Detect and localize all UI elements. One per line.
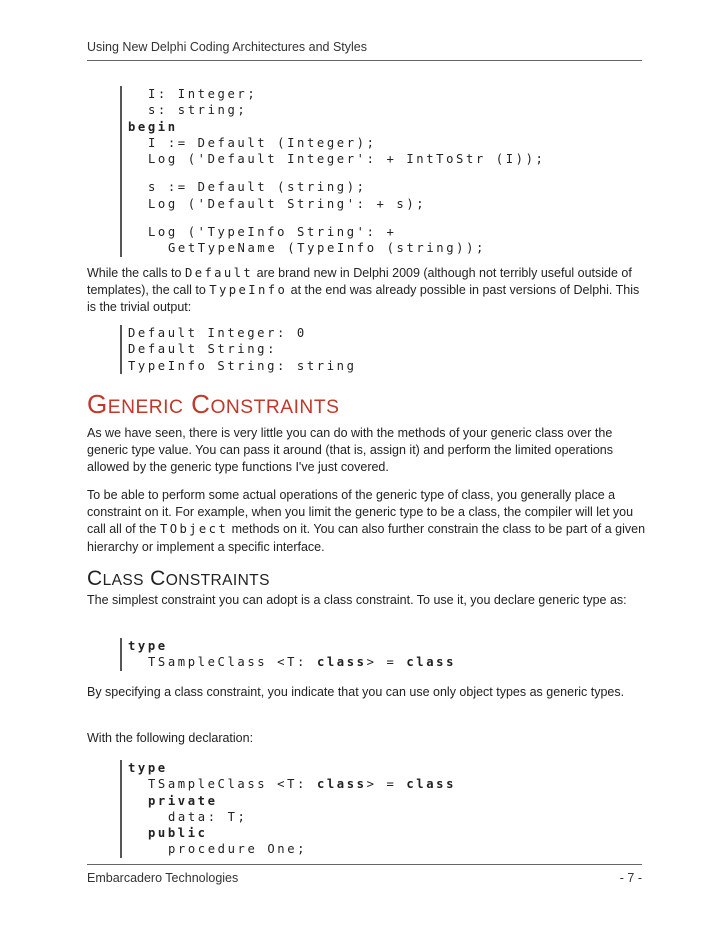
code-line: begin <box>128 119 178 134</box>
code-line: s := Default (string); <box>148 180 367 195</box>
code-block-declaration <box>120 760 456 858</box>
code-block-default <box>120 86 546 257</box>
inline-code: TObject <box>159 522 229 537</box>
code-line: type <box>128 639 168 653</box>
section-heading-class-constraints: CLASS CONSTRAINTS <box>87 567 270 590</box>
code-block-class-constraint <box>120 638 456 671</box>
paragraph-class-constraint: By specifying a class constraint, you indicate that you can use only object types as generic types. <box>87 685 625 699</box>
inline-code: Default <box>184 266 254 280</box>
paragraph-default-calls: While the calls to Default are brand new in Delphi 2009 (although not terribly useful outside of templates), the call to TypeInfo at the end was already possible in past versions of Delphi. This is the trivial output: <box>87 266 640 315</box>
page-header: Using New Delphi Coding Architectures and Styles <box>87 40 367 54</box>
code-line: Default String: <box>128 342 278 357</box>
inline-code: TypeInfo <box>209 283 288 298</box>
code-line: Log ('Default Integer': + IntToStr (I)); <box>148 152 546 167</box>
code-line: Default Integer: 0 <box>128 326 307 340</box>
code-line: Log ('TypeInfo String': + <box>148 225 397 240</box>
code-line: Log ('Default String': + s); <box>148 196 427 211</box>
footer-divider <box>87 864 642 865</box>
footer-company: Embarcadero Technologies <box>87 871 239 885</box>
code-line: procedure One; <box>168 842 308 857</box>
code-line: GetTypeName (TypeInfo (string)); <box>168 241 486 256</box>
code-line: TypeInfo String: string <box>128 358 357 373</box>
code-line: I: Integer; <box>148 87 258 101</box>
paragraph-simplest-constraint: The simplest constraint you can adopt is a class constraint. To use it, you declare generic type as: <box>87 593 627 607</box>
code-line: private <box>148 793 218 808</box>
code-line: TSampleClass <T: class> = class <box>148 777 457 792</box>
code-line: data: T; <box>168 809 248 824</box>
section-heading-generic-constraints: GENERIC CONSTRAINTS <box>87 389 340 419</box>
paragraph-following-declaration: With the following declaration: <box>87 731 254 745</box>
page-number: - 7 - <box>619 871 642 885</box>
code-line: type <box>128 761 168 775</box>
code-line: s: string; <box>148 103 248 118</box>
paragraph-constraints: To be able to perform some actual operations of the generic type of class, you generally place a constraint on it. For example, when you limit the generic type to be a class, the compiler will let you call all of the TObject methods on it. You can also further constrain the class to be part of a given hierarchy or implement a specific interface. <box>87 488 646 554</box>
paragraph-intro: As we have seen, there is very little you can do with the methods of your generic class over the generic type value. You can pass it around (that is, assign it) and perform the limited operations allowed by the generic type functions I've just covered. <box>87 426 613 475</box>
code-line: I := Default (Integer); <box>148 135 377 150</box>
code-block-output <box>120 325 357 374</box>
code-line: TSampleClass <T: class> = class <box>148 655 457 670</box>
code-line: public <box>148 826 208 841</box>
header-divider <box>87 60 642 61</box>
